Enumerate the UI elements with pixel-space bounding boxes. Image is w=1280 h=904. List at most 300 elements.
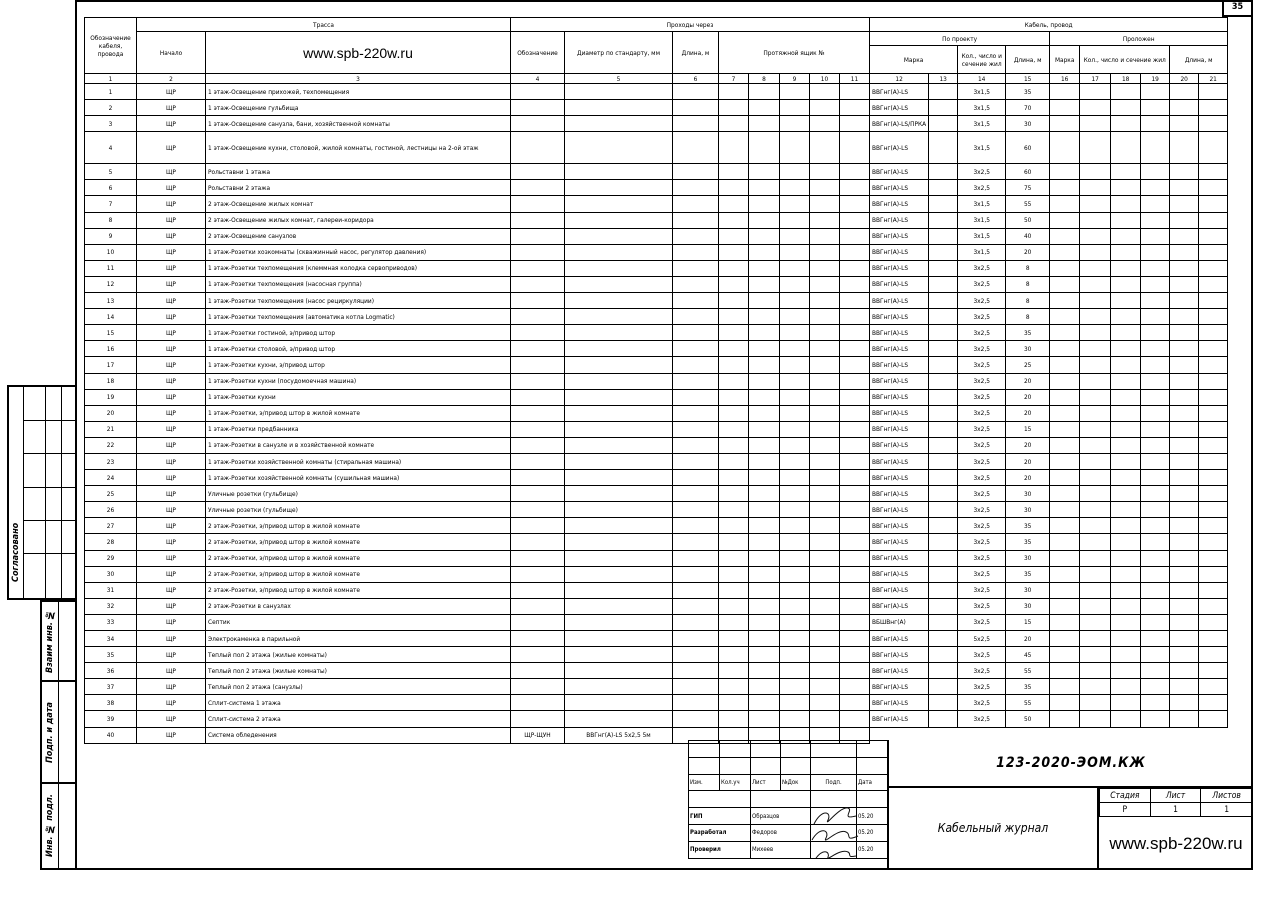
laid-20 [1170,566,1199,582]
cable-length: 35 [1006,679,1050,695]
row-number: 24 [85,470,137,486]
row-number: 26 [85,502,137,518]
pass-diameter [565,228,673,244]
pass-diameter [565,566,673,582]
laid-20 [1170,260,1199,276]
pass-length [673,341,719,357]
laid-17 [1080,357,1111,373]
duct-10 [810,679,840,695]
pass-diameter [565,325,673,341]
route-start: ЩР [137,437,206,453]
duct-11 [840,100,870,116]
laid-18 [1111,663,1141,679]
cores-laid-header: Кол., число и сечение жил [1080,46,1170,74]
duct-10 [810,196,840,212]
route-description: 1 этаж-Розетки техпомещения (насосная группа) [206,276,511,292]
duct-11 [840,679,870,695]
passes-header: Проходы через [511,18,870,32]
cable-length: 55 [1006,196,1050,212]
laid-18 [1111,180,1141,196]
route-start: ЩР [137,180,206,196]
laid-21 [1199,293,1228,309]
duct-10 [810,132,840,164]
table-row [85,84,1228,100]
duct-7 [719,679,749,695]
duct-10 [810,180,840,196]
laid-20 [1170,598,1199,614]
duct-7 [719,132,749,164]
cable-13 [929,164,958,180]
pass-designation [511,293,565,309]
cable-length: 35 [1006,566,1050,582]
route-description: Теплый пол 2 этажа (жилые комнаты) [206,647,511,663]
duct-8 [749,405,780,421]
pass-length [673,276,719,292]
cable-mark: ВВГнг(А)-LS [870,357,929,373]
cable-length: 15 [1006,421,1050,437]
laid-19 [1141,100,1170,116]
pass-diameter [565,502,673,518]
cable-13 [929,631,958,647]
cable-cores: 3х2,5 [958,550,1006,566]
laid-mark [1050,421,1080,437]
laid-19 [1141,534,1170,550]
table-row [85,100,1228,116]
duct-9 [780,309,810,325]
duct-11 [840,325,870,341]
duct-11 [840,373,870,389]
duct-11 [840,228,870,244]
pass-designation [511,276,565,292]
column-number: 19 [1141,74,1170,84]
duct-11 [840,244,870,260]
table-row [85,631,1228,647]
duct-7 [719,614,749,630]
duct-7 [719,421,749,437]
cable-cores: 3х2,5 [958,566,1006,582]
duct-7 [719,84,749,100]
cable-length: 8 [1006,309,1050,325]
row-number: 32 [85,598,137,614]
pass-diameter [565,663,673,679]
laid-20 [1170,196,1199,212]
sheets-value: 1 [1201,803,1253,817]
pass-length [673,453,719,469]
pass-diameter [565,132,673,164]
column-number: 21 [1199,74,1228,84]
pass-length [673,116,719,132]
duct-10 [810,260,840,276]
column-number: 11 [840,74,870,84]
route-start: ЩР [137,582,206,598]
pass-length [673,437,719,453]
laid-20 [1170,325,1199,341]
pass-diameter [565,486,673,502]
duct-7 [719,180,749,196]
laid-18 [1111,421,1141,437]
duct-10 [810,373,840,389]
pass-diameter [565,437,673,453]
laid-18 [1111,566,1141,582]
duct-11 [840,164,870,180]
table-row [85,164,1228,180]
duct-11 [840,647,870,663]
route-start: ЩР [137,486,206,502]
row-number: 9 [85,228,137,244]
laid-19 [1141,550,1170,566]
laid-18 [1111,100,1141,116]
route-description: 1 этаж-Освещение кухни, столовой, жилой комнаты, гостиной, лестницы на 2-ой этаж [206,132,511,164]
duct-8 [749,711,780,727]
pass-length [673,614,719,630]
cable-13 [929,566,958,582]
laid-19 [1141,631,1170,647]
cable-mark: ВВГнг(А)-LS [870,486,929,502]
laid-19 [1141,437,1170,453]
duct-7 [719,663,749,679]
row-number: 11 [85,260,137,276]
row-number: 8 [85,212,137,228]
table-row [85,679,1228,695]
laid-20 [1170,582,1199,598]
pass-length [673,566,719,582]
cable-cores: 3х2,5 [958,405,1006,421]
laid-21 [1199,679,1228,695]
route-description: Теплый пол 2 этажа (санузлы) [206,679,511,695]
website-watermark: www.spb-220w.ru [206,32,511,74]
laid-17 [1080,405,1111,421]
laid-17 [1080,631,1111,647]
pass-designation [511,518,565,534]
duct-11 [840,582,870,598]
duct-7 [719,437,749,453]
cable-13 [929,228,958,244]
sheet-value: 1 [1150,803,1201,817]
laid-21 [1199,389,1228,405]
hdr-qty: Кол.уч [720,774,751,791]
pass-length [673,196,719,212]
duct-8 [749,373,780,389]
route-start: ЩР [137,550,206,566]
route-header: Трасса [137,18,511,32]
row-number: 20 [85,405,137,421]
pass-designation [511,421,565,437]
pass-designation [511,84,565,100]
table-row [85,132,1228,164]
laid-18 [1111,405,1141,421]
duct-11 [840,180,870,196]
duct-7 [719,598,749,614]
duct-8 [749,663,780,679]
duct-7 [719,566,749,582]
cable-cores: 3х1,5 [958,132,1006,164]
laid-17 [1080,276,1111,292]
duct-9 [780,711,810,727]
cable-13 [929,132,958,164]
laid-21 [1199,84,1228,100]
cable-mark: ВВГнг(А)-LS [870,196,929,212]
table-row [85,663,1228,679]
pass-diameter [565,550,673,566]
laid-21 [1199,373,1228,389]
laid-18 [1111,470,1141,486]
duct-7 [719,196,749,212]
duct-10 [810,389,840,405]
cable-cores: 3х2,5 [958,582,1006,598]
laid-20 [1170,614,1199,630]
laid-19 [1141,276,1170,292]
laid-17 [1080,84,1111,100]
laid-17 [1080,598,1111,614]
duct-10 [810,325,840,341]
hdr-change: Изм. [689,774,720,791]
route-description: 2 этаж-Розетки в санузлах [206,598,511,614]
pass-length [673,647,719,663]
route-start: ЩР [137,309,206,325]
col-cable-id-header: Обозначение кабеля, провода [85,18,137,74]
route-description: 2 этаж-Розетки, э/привод штор в жилой комнате [206,566,511,582]
laid-18 [1111,260,1141,276]
route-description: Рольставни 1 этажа [206,164,511,180]
pass-length [673,550,719,566]
mark-header: Марка [870,46,958,74]
duct-11 [840,116,870,132]
duct-11 [840,614,870,630]
duct-8 [749,212,780,228]
table-row [85,212,1228,228]
row-number: 13 [85,293,137,309]
cable-mark: ВВГнг(А)-LS [870,373,929,389]
route-description: 1 этаж-Розетки в санузле и в хозяйственной комнате [206,437,511,453]
laid-18 [1111,486,1141,502]
laid-21 [1199,453,1228,469]
pass-length [673,228,719,244]
duct-7 [719,293,749,309]
pass-length [673,180,719,196]
row-number: 38 [85,695,137,711]
table-row [85,293,1228,309]
pass-designation [511,228,565,244]
duct-8 [749,421,780,437]
laid-17 [1080,309,1111,325]
route-description: 2 этаж-Освещение жилых комнат, галереи-коридора [206,212,511,228]
laid-18 [1111,84,1141,100]
pass-designation [511,373,565,389]
route-description: 1 этаж-Розетки хозяйственной комнаты (стиральная машина) [206,453,511,469]
pass-length [673,405,719,421]
row-number: 40 [85,727,137,743]
route-start: ЩР [137,614,206,630]
pass-length [673,582,719,598]
laid-19 [1141,228,1170,244]
laid-mark [1050,663,1080,679]
pass-length [673,598,719,614]
laid-17 [1080,550,1111,566]
duct-11 [840,132,870,164]
pass-diameter-header: Диаметр по стандарту, мм [565,32,673,74]
cable-13 [929,260,958,276]
route-description: 1 этаж-Розетки, э/привод штор в жилой комнате [206,405,511,421]
duct-10 [810,276,840,292]
pass-diameter [565,276,673,292]
replaced-inventory-strip [40,600,77,870]
laid-17 [1080,325,1111,341]
column-number: 1 [85,74,137,84]
duct-10 [810,486,840,502]
table-row [85,647,1228,663]
duct-7 [719,228,749,244]
cable-cores: 3х1,5 [958,84,1006,100]
cable-mark: ВВГнг(А)-LS [870,164,929,180]
laid-21 [1199,566,1228,582]
laid-18 [1111,389,1141,405]
laid-mark [1050,405,1080,421]
pass-designation [511,679,565,695]
cable-mark: ВВГнг(А)-LS/ПРКА [870,116,929,132]
pass-designation [511,582,565,598]
duct-10 [810,405,840,421]
route-start: ЩР [137,164,206,180]
row-number: 30 [85,566,137,582]
cable-13 [929,550,958,566]
cable-mark: ВВГнг(А)-LS [870,421,929,437]
cable-13 [929,437,958,453]
route-start: ЩР [137,566,206,582]
laid-20 [1170,421,1199,437]
agreed-label: Согласовано [11,522,21,582]
pass-length [673,212,719,228]
route-description: 2 этаж-Розетки, э/привод штор в жилой комнате [206,550,511,566]
duct-9 [780,164,810,180]
laid-mark [1050,389,1080,405]
duct-9 [780,341,810,357]
duct-9 [780,614,810,630]
cable-mark: ВВГнг(А)-LS [870,212,929,228]
cable-cores: 3х2,5 [958,373,1006,389]
pass-diameter [565,293,673,309]
row-number: 15 [85,325,137,341]
duct-9 [780,486,810,502]
replaced-label: Взаим инв. № [45,609,55,673]
table-row [85,309,1228,325]
route-start: ЩР [137,228,206,244]
route-start: ЩР [137,453,206,469]
duct-11 [840,711,870,727]
cable-13 [929,518,958,534]
row-number: 31 [85,582,137,598]
duct-7 [719,405,749,421]
cable-length: 20 [1006,631,1050,647]
cable-length: 55 [1006,663,1050,679]
laid-19 [1141,389,1170,405]
laid-17 [1080,389,1111,405]
laid-17 [1080,244,1111,260]
laid-18 [1111,212,1141,228]
duct-9 [780,325,810,341]
duct-8 [749,534,780,550]
cable-length: 30 [1006,116,1050,132]
table-row [85,566,1228,582]
cable-cores: 3х2,5 [958,421,1006,437]
cable-cores: 3х1,5 [958,228,1006,244]
duct-7 [719,453,749,469]
pass-length [673,421,719,437]
cable-mark: ВВГнг(А)-LS [870,711,929,727]
name-dev: Федоров [751,824,811,841]
cable-mark: ВВГнг(А)-LS [870,309,929,325]
laid-21 [1199,663,1228,679]
column-numbers-row [85,74,1228,84]
cable-13 [929,598,958,614]
laid-18 [1111,164,1141,180]
route-start: ЩР [137,405,206,421]
duct-7 [719,550,749,566]
pass-length [673,357,719,373]
laid-21 [1199,116,1228,132]
duct-8 [749,582,780,598]
laid-mark [1050,357,1080,373]
cable-mark: ВВГнг(А)-LS [870,663,929,679]
pass-diameter [565,212,673,228]
laid-mark [1050,534,1080,550]
duct-8 [749,196,780,212]
table-row [85,582,1228,598]
duct-9 [780,421,810,437]
laid-20 [1170,373,1199,389]
cable-mark: ВВГнг(А)-LS [870,293,929,309]
pass-designation [511,260,565,276]
laid-mark [1050,244,1080,260]
laid-17 [1080,228,1111,244]
cable-cores: 3х2,5 [958,663,1006,679]
duct-10 [810,453,840,469]
duct-7 [719,309,749,325]
cable-length: 20 [1006,373,1050,389]
cable-13 [929,276,958,292]
laid-21 [1199,341,1228,357]
pass-designation [511,695,565,711]
laid-20 [1170,228,1199,244]
route-start: ЩР [137,727,206,743]
route-description: 1 этаж-Розетки столовой, э/привод штор [206,341,511,357]
laid-19 [1141,502,1170,518]
route-start: ЩР [137,663,206,679]
cable-cores: 5х2,5 [958,631,1006,647]
cable-length: 15 [1006,614,1050,630]
duct-10 [810,614,840,630]
pass-designation [511,132,565,164]
column-number: 10 [810,74,840,84]
duct-10 [810,566,840,582]
cable-length: 75 [1006,180,1050,196]
duct-9 [780,405,810,421]
laid-19 [1141,470,1170,486]
laid-20 [1170,212,1199,228]
duct-9 [780,582,810,598]
duct-8 [749,679,780,695]
laid-21 [1199,695,1228,711]
laid-21 [1199,582,1228,598]
duct-11 [840,631,870,647]
route-description: 1 этаж-Розетки техпомещения (насос рециркуляции) [206,293,511,309]
cable-length: 20 [1006,389,1050,405]
laid-20 [1170,534,1199,550]
cable-cores: 3х2,5 [958,293,1006,309]
laid-17 [1080,260,1111,276]
duct-8 [749,614,780,630]
laid-19 [1141,260,1170,276]
laid-19 [1141,405,1170,421]
